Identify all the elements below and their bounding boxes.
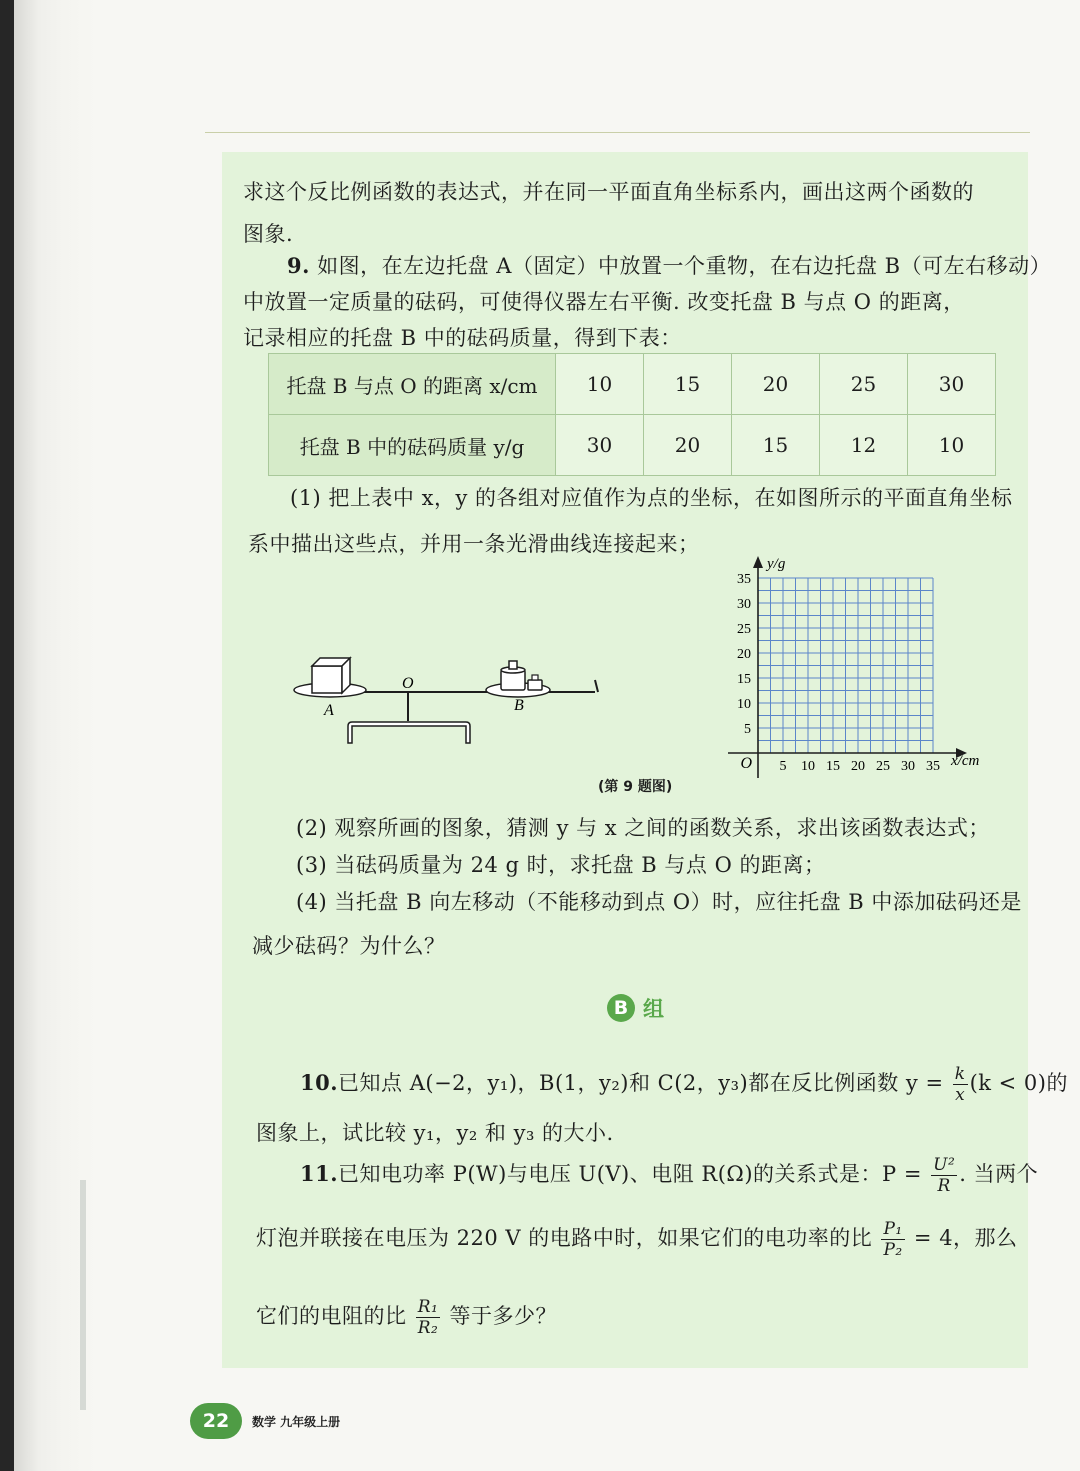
q9-line-2: 中放置一定质量的砝码，可使得仪器左右平衡. 改变托盘 B 与点 O 的距离， — [243, 290, 965, 314]
q11-text-b: . 当两个 — [959, 1162, 1039, 1186]
x-tick-label: 15 — [826, 759, 840, 774]
q11-f1-den: R — [937, 1176, 951, 1196]
label-a: A — [324, 702, 334, 719]
q11-line2-b: = 4，那么 — [913, 1226, 1018, 1250]
y-tick-label: 35 — [737, 572, 751, 587]
q11-f2-den: P₂ — [883, 1240, 903, 1260]
x-axis-label: x/cm — [951, 753, 980, 769]
x-tick-label: 25 — [876, 759, 890, 774]
q9-part2: (2) 观察所画的图象，猜测 y 与 x 之间的函数关系，求出该函数表达式； — [296, 816, 990, 840]
y-tick-label: 30 — [737, 597, 751, 612]
balance-base — [348, 722, 470, 743]
y-tick-label: 25 — [737, 622, 751, 637]
q10-fraction — [953, 1064, 968, 1105]
q11-line-3 — [256, 1292, 557, 1340]
q11-line-1 — [300, 1150, 1038, 1198]
group-b-label: 组 — [643, 996, 664, 1021]
table-row — [269, 415, 996, 476]
book-title: 数学 九年级上册 — [252, 1414, 341, 1429]
q11-number: 11. — [300, 1161, 339, 1186]
q9-text-1: 如图，在左边托盘 A（固定）中放置一个重物，在右边托盘 B（可左右移动） — [317, 254, 1052, 278]
y-tick-label: 15 — [737, 672, 751, 687]
header-rule — [205, 132, 1030, 133]
origin-label: O — [740, 755, 752, 772]
x-tick-label: 10 — [801, 759, 815, 774]
q9-part4-line-1: (4) 当托盘 B 向左移动（不能移动到点 O）时，应往托盘 B 中添加砝码还是 — [296, 890, 1022, 914]
q11-f1-num: U² — [933, 1155, 956, 1175]
balance-figure — [290, 648, 610, 748]
page-footer — [190, 1403, 340, 1439]
q11-text-a: 已知电功率 P(W)与电压 U(V)、电阻 R(Ω)的关系式是：P = — [338, 1162, 922, 1186]
y-axis-arrow — [753, 556, 763, 568]
table-cell: 15 — [732, 415, 820, 476]
q11-line3-a: 它们的电阻的比 — [256, 1304, 407, 1328]
q11-fraction-3 — [416, 1297, 441, 1338]
table-cell: 30 — [908, 354, 996, 415]
table-cell: 25 — [820, 354, 908, 415]
y-axis-label: y/g — [767, 556, 786, 572]
q11-fraction-2 — [881, 1219, 904, 1260]
q11-line2-a: 灯泡并联接在电压为 220 V 的电路中时，如果它们的电功率的比 — [256, 1226, 873, 1250]
table-row — [269, 354, 996, 415]
table-cell: 10 — [908, 415, 996, 476]
table-cell: 10 — [556, 354, 644, 415]
q10-line-1 — [300, 1060, 1068, 1106]
weight-cube — [312, 658, 350, 693]
q9-number: 9. — [287, 253, 310, 278]
intro-line-2: 图象. — [243, 222, 294, 246]
page-edge — [14, 0, 96, 1471]
q11-line-2 — [256, 1214, 1018, 1262]
label-o: O — [402, 675, 414, 692]
q10-text-b: (k < 0)的 — [969, 1071, 1068, 1095]
table-header-mass: 托盘 B 中的砝码质量 y/g — [269, 415, 556, 476]
coordinate-grid — [718, 548, 1000, 780]
q10-frac-den: x — [955, 1085, 966, 1105]
y-tick-label: 5 — [744, 722, 751, 737]
q10-number: 10. — [300, 1070, 339, 1095]
q9-part4-line-2: 减少砝码？为什么？ — [252, 934, 446, 958]
q9-part1-line-2: 系中描出这些点，并用一条光滑曲线连接起来； — [248, 532, 700, 556]
x-tick-label: 35 — [926, 759, 940, 774]
x-tick-label: 20 — [851, 759, 865, 774]
group-b-heading — [607, 993, 664, 1023]
y-tick-label: 10 — [737, 697, 751, 712]
table-cell: 30 — [556, 415, 644, 476]
q11-f3-den: R₂ — [417, 1318, 439, 1338]
q9-part1-line-1: (1) 把上表中 x，y 的各组对应值作为点的坐标，在如图所示的平面直角坐标 — [290, 486, 1013, 510]
group-b-badge: B — [607, 994, 635, 1022]
table-cell: 15 — [644, 354, 732, 415]
q10-text-a: 已知点 A(−2，y₁)，B(1，y₂)和 C(2，y₃)都在反比例函数 y = — [338, 1071, 944, 1095]
x-tick-label: 30 — [901, 759, 915, 774]
figure-caption: (第 9 题图) — [598, 779, 673, 795]
counterweights — [501, 661, 542, 690]
table-header-distance: 托盘 B 与点 O 的距离 x/cm — [269, 354, 556, 415]
book-spine — [0, 0, 14, 1471]
q10-frac-num: k — [954, 1064, 966, 1084]
q11-f3-num: R₁ — [417, 1297, 439, 1317]
page-number: 22 — [190, 1403, 242, 1439]
table-cell: 20 — [732, 354, 820, 415]
intro-line-1: 求这个反比例函数的表达式，并在同一平面直角坐标系内，画出这两个函数的 — [243, 180, 974, 204]
label-b: B — [514, 697, 524, 714]
q11-line3-b: 等于多少？ — [449, 1304, 557, 1328]
q9-line-1 — [287, 250, 1051, 282]
table-cell: 12 — [820, 415, 908, 476]
q10-line-2: 图象上，试比较 y₁，y₂ 和 y₃ 的大小. — [256, 1121, 614, 1145]
q9-line-3: 记录相应的托盘 B 中的砝码质量，得到下表： — [243, 326, 682, 350]
q11-fraction-1 — [931, 1155, 957, 1196]
data-table — [268, 353, 996, 476]
q11-f2-num: P₁ — [883, 1219, 903, 1239]
x-tick-label: 5 — [779, 759, 787, 774]
y-tick-label: 20 — [737, 647, 751, 662]
q9-part3: (3) 当砝码质量为 24 g 时，求托盘 B 与点 O 的距离； — [296, 853, 826, 877]
table-cell: 20 — [644, 415, 732, 476]
